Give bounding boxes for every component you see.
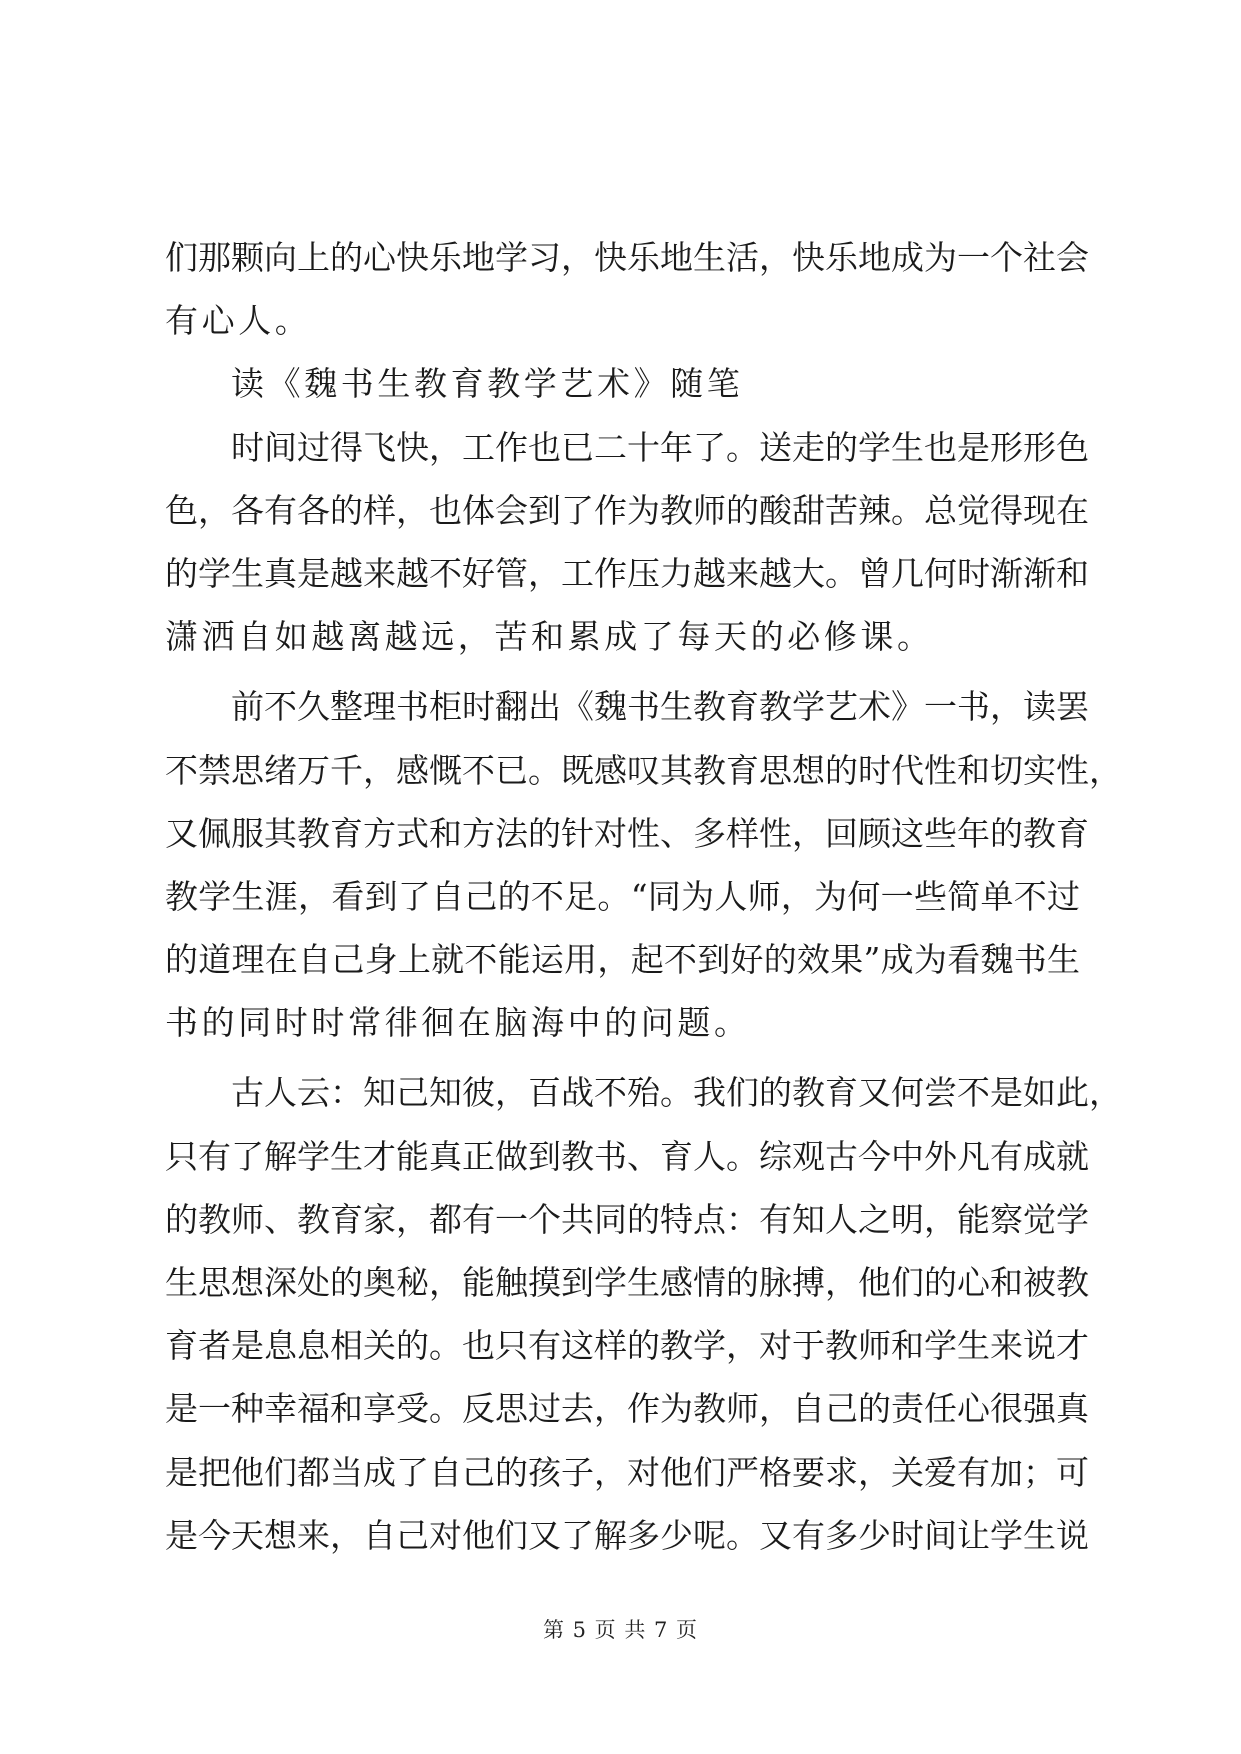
body-line: 的学生真是越来越不好管，工作压力越来越大。曾几何时渐渐和: [165, 553, 1089, 593]
body-line: 潇洒自如越离越远，苦和累成了每天的必修课。: [165, 617, 934, 657]
body-line: 教学生涯，看到了自己的不足。“同为人师，为何一些简单不过: [165, 876, 1080, 916]
body-line: 是一种幸福和享受。反思过去，作为教师，自己的责任心很强真: [165, 1389, 1089, 1429]
body-line: 有心人。: [165, 301, 312, 341]
body-line: 色，各有各的样，也体会到了作为教师的酸甜苦辣。总觉得现在: [165, 490, 1089, 530]
body-line: 时间过得飞快，工作也已二十年了。送走的学生也是形形色: [231, 427, 1089, 467]
body-line: 是把他们都当成了自己的孩子，对他们严格要求，关爱有加；可: [165, 1452, 1089, 1492]
body-line: 是今天想来，自己对他们又了解多少呢。又有多少时间让学生说: [165, 1515, 1089, 1555]
body-line: 又佩服其教育方式和方法的针对性、多样性，回顾这些年的教育: [165, 813, 1089, 853]
body-line: 不禁思绪万千，感慨不已。既感叹其教育思想的时代性和切实性，: [165, 750, 1122, 790]
document-body: [165, 226, 1122, 1567]
body-line: 古人云：知己知彼，百战不殆。我们的教育又何尝不是如此，: [231, 1073, 1122, 1113]
body-line: 的道理在自己身上就不能运用，起不到好的效果”成为看魏书生: [165, 940, 1080, 980]
body-line: 前不久整理书柜时翻出《魏书生教育教学艺术》一书，读罢: [231, 687, 1089, 727]
body-line: 书的同时时常徘徊在脑海中的问题。: [165, 1003, 751, 1043]
section-title: 读《魏书生教育教学艺术》随笔: [231, 364, 744, 404]
page-number-footer: 第 5 页 共 7 页: [542, 1618, 699, 1642]
body-line: 的教师、教育家，都有一个共同的特点：有知人之明，能察觉学: [165, 1199, 1089, 1239]
body-line: 们那颗向上的心快乐地学习，快乐地生活，快乐地成为一个社会: [165, 238, 1089, 277]
body-line: 生思想深处的奥秘，能触摸到学生感情的脉搏，他们的心和被教: [165, 1263, 1089, 1302]
body-line: 育者是息息相关的。也只有这样的教学，对于教师和学生来说才: [165, 1326, 1089, 1366]
body-line: 只有了解学生才能真正做到教书、育人。综观古今中外凡有成就: [165, 1136, 1089, 1176]
